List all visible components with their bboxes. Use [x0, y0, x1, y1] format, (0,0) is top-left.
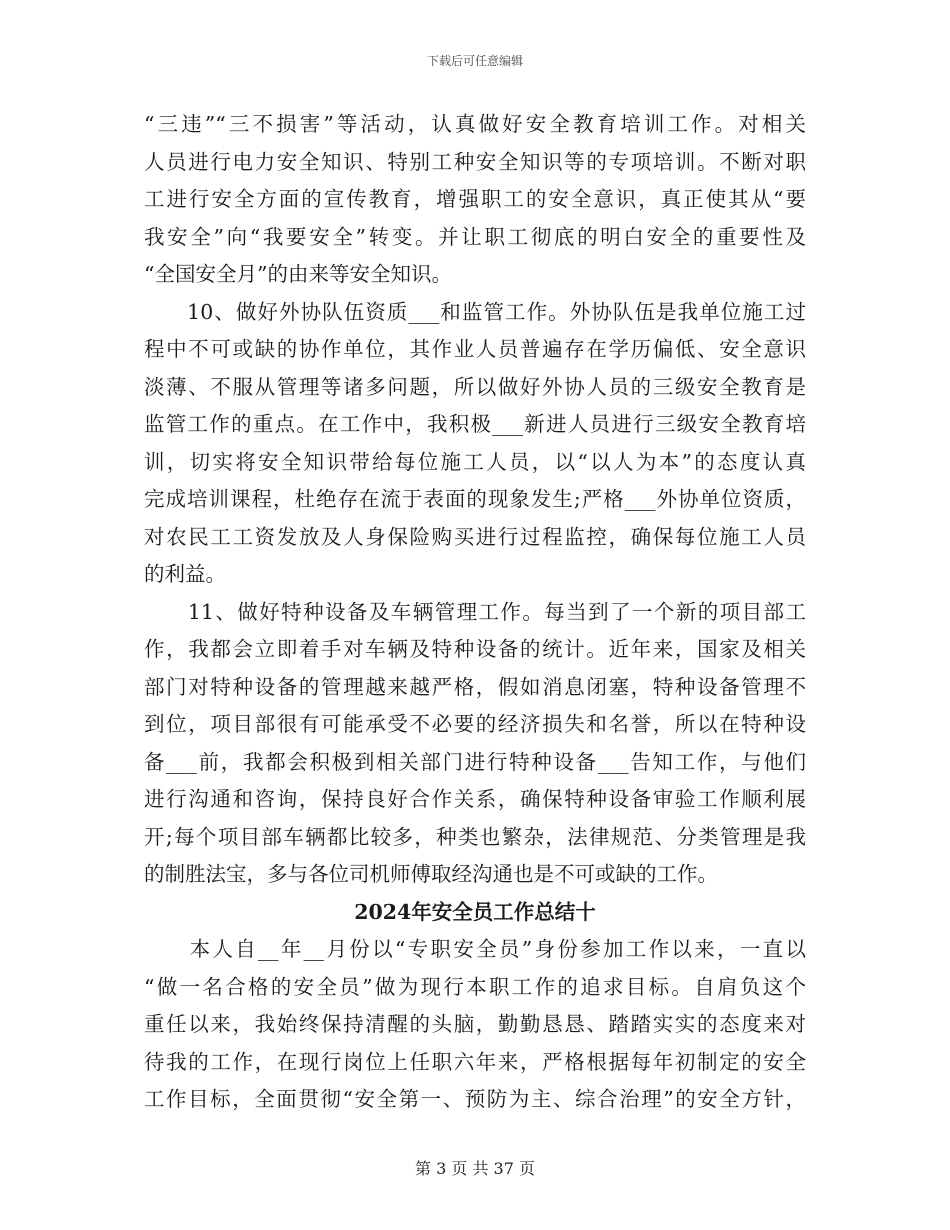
paragraphs-part2	[144, 931, 806, 1119]
document-body	[144, 106, 806, 1119]
text-line: 部门对特种设备的管理越来越严格，假如消息闭塞，特种设备管理不	[144, 674, 806, 699]
text-line: 的利益。	[144, 562, 226, 586]
paragraphs-part1	[144, 106, 806, 894]
text-line: 作，我都会立即着手对车辆及特种设备的统计。近年来，国家及相关	[144, 637, 806, 661]
text-line: 待我的工作，在现行岗位上任职六年来，严格根据每年初制定的安全	[144, 1049, 806, 1074]
section-title: 2024年安全员工作总结十	[354, 899, 596, 924]
text-line: 淡薄、不服从管理等诸多问题，所以做好外协人员的三级安全教育是	[144, 374, 806, 399]
text-line: 工进行安全方面的宣传教育，增强职工的安全意识，真正使其从“要	[144, 187, 806, 211]
text-line: 程中不可或缺的协作单位，其作业人员普遍存在学历偏低、安全意识	[144, 337, 806, 361]
text-line: 训，切实将安全知识带给每位施工人员，以“以人为本”的态度认真	[144, 449, 806, 474]
page-number: 第 3 页 共 37 页	[415, 1159, 535, 1178]
text-line: “全国安全月”的由来等安全知识。	[144, 262, 452, 286]
header-note: 下载后可任意编辑	[426, 54, 523, 68]
text-line: 到位，项目部很有可能承受不必要的经济损失和名誉，所以在特种设	[144, 712, 806, 736]
text-line: “三违”“三不损害”等活动，认真做好安全教育培训工作。对相关	[144, 112, 806, 136]
text-line: 本人自__年__月份以“专职安全员”身份参加工作以来，一直以	[144, 937, 806, 961]
text-line: 重任以来，我始终保持清醒的头脑，勤勤恳恳、踏踏实实的态度来对	[144, 1012, 806, 1036]
text-line: 11、做好特种设备及车辆管理工作。每当到了一个新的项目部工	[144, 599, 806, 624]
text-line: 10、做好外协队伍资质___和监管工作。外协队伍是我单位施工过	[144, 299, 806, 324]
text-line: 进行沟通和咨询，保持良好合作关系，确保特种设备审验工作顺利展	[144, 787, 806, 811]
text-line: 对农民工工资发放及人身保险购买进行过程监控，确保每位施工人员	[144, 524, 806, 549]
text-line: 监管工作的重点。在工作中，我积极___新进人员进行三级安全教育培	[144, 412, 806, 436]
text-line: 我安全”向“我要安全”转变。并让职工彻底的明白安全的重要性及	[144, 224, 806, 249]
text-line: 的制胜法宝，多与各位司机师傅取经沟通也是不可或缺的工作。	[144, 862, 718, 886]
text-line: 完成培训课程，杜绝存在流于表面的现象发生;严格___外协单位资质，	[144, 487, 806, 511]
text-line: “做一名合格的安全员”做为现行本职工作的追求目标。自肩负这个	[144, 974, 806, 999]
text-line: 备___前，我都会积极到相关部门进行特种设备___告知工作，与他们	[144, 749, 806, 774]
text-line: 开;每个项目部车辆都比较多，种类也繁杂，法律规范、分类管理是我	[144, 824, 806, 849]
text-line: 工作目标，全面贯彻“安全第一、预防为主、综合治理”的安全方针，	[144, 1087, 806, 1111]
text-line: 人员进行电力安全知识、特别工种安全知识等的专项培训。不断对职	[144, 149, 806, 174]
